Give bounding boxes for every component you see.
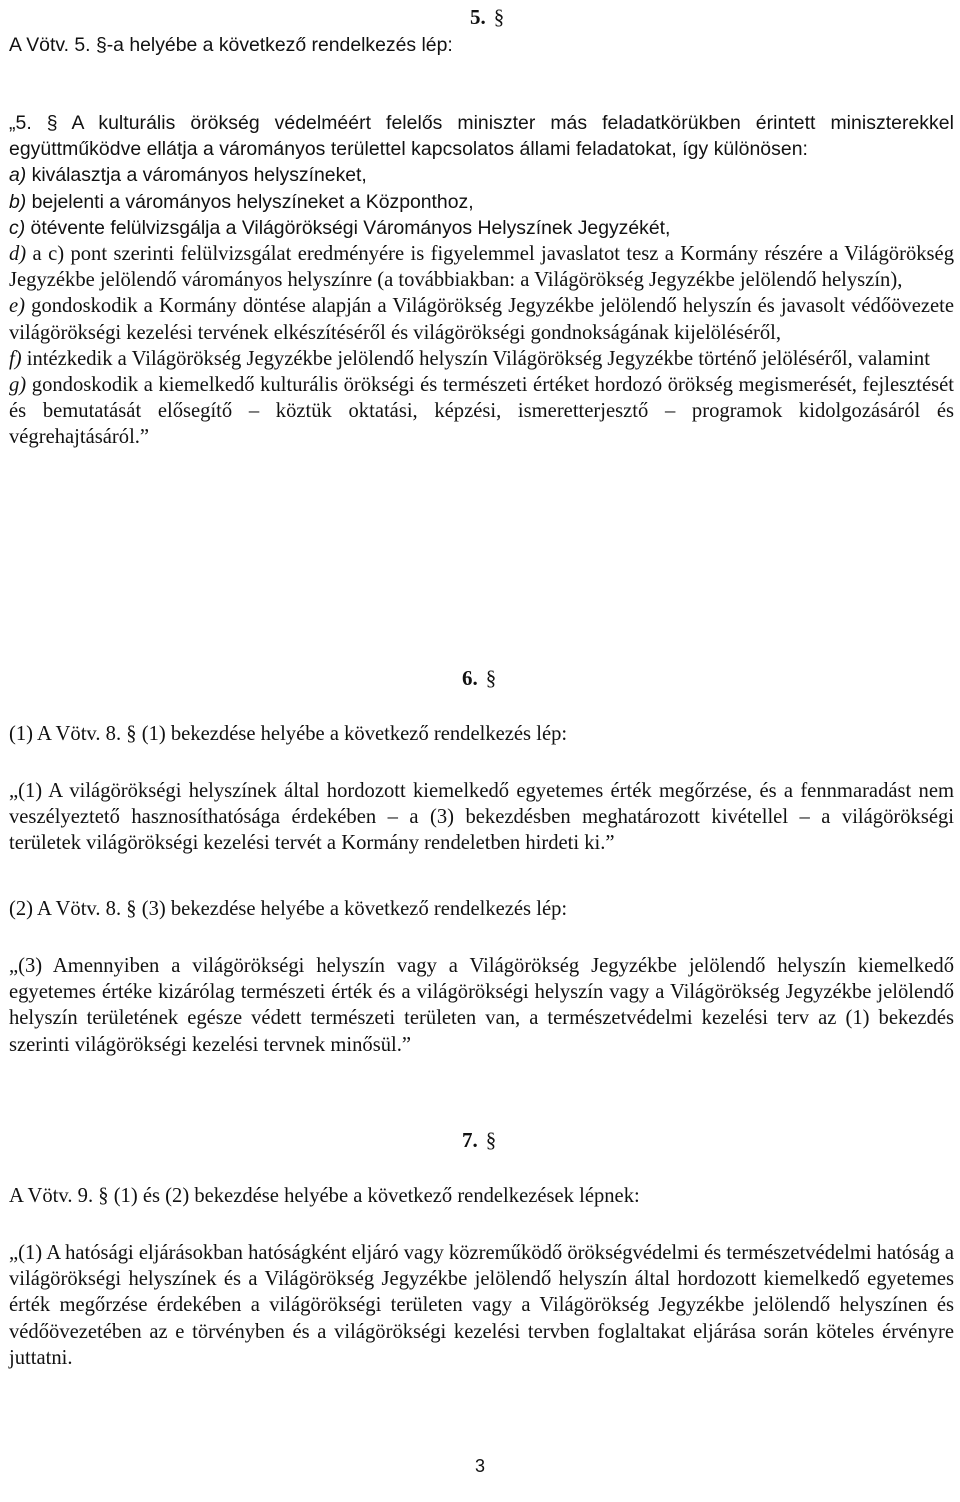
section-6-p2-quote: „(3) Amennyiben a világörökségi helyszín vagy a Világörökség Jegyzékbe jelölendő helyszín kiemelkedő egyetemes értéke kizárólag természeti érték és a világörökségi helyszín vagy a Világörökség Jegyzékbe jelölendő helyszín területének egésze védett természeti területen van, a természetvédelmi kezelési terv az (1) bekezdés szerinti világörökségi kezelési tervnek minősül.”	[9, 955, 954, 1056]
section-5-intro: A Vötv. 5. §-a helyébe a következő rendelkezés lép:	[9, 34, 453, 56]
list-item-c: c) ötévente felülvizsgálja a Világörökségi Várományos Helyszínek Jegyzékét,	[9, 216, 671, 239]
section-heading-5: 5. §	[470, 5, 505, 29]
list-item-a: a) kiválasztja a várományos helyszíneket,	[9, 164, 367, 187]
list-item-e: e) gondoskodik a Kormány döntése alapján a Világörökség Jegyzékbe jelölendő helyszín és javasolt védőövezete világörökségi kezelési tervének elkészítéséről és világörökségi gondnokságának kijelöléséről,	[9, 295, 954, 344]
page-number: 3	[474, 1456, 485, 1476]
section-6-p1-quote: „(1) A világörökségi helyszínek által hordozott kiemelkedő egyetemes érték megőrzése, és a fennmaradást nem veszélyeztető hasznosíthatósága érdekében – a (3) bekezdésben meghatározott kivétellel – a világörökségi területek világörökségi kezelési tervét a Kormány rendeletben hirdeti ki.”	[9, 780, 954, 855]
list-item-f: f) intézkedik a Világörökség Jegyzékbe jelölendő helyszín Világörökség Jegyzékbe történő jelöléséről, valamint	[9, 347, 930, 370]
list-item-b: b) bejelenti a várományos helyszíneket a Központhoz,	[9, 190, 474, 213]
section-7-quote: „(1) A hatósági eljárásokban hatóságként eljáró vagy közreműködő örökségvédelmi és természetvédelmi hatóság a világörökségi helyszínek és a Világörökség Jegyzékbe jelölendő helyszín által hordozott kiemelkedő egyetemes érték megőrzése érdekében a világörökségi területen vagy a Világörökség Jegyzékbe jelölendő helyszínen és védőövezetében az e törvényben és a világörökségi kezelési tervben foglaltakat eljárása során köteles érvényre juttatni.	[9, 1242, 954, 1369]
section-6-p2-intro: (2) A Vötv. 8. § (3) bekezdése helyébe a következő rendelkezés lép:	[9, 898, 568, 920]
section-6-p1-intro: (1) A Vötv. 8. § (1) bekezdése helyébe a következő rendelkezés lép:	[9, 723, 568, 745]
section-heading-6: 6. §	[462, 666, 497, 690]
list-item-d: d) a c) pont szerinti felülvizsgálat eredményére is figyelemmel javaslatot tesz a Kormány részére a Világörökség Jegyzékbe jelölendő várományos helyszínre (a továbbiakban: a Világörökség Jegyzékbe jelölendő helyszín),	[9, 243, 954, 292]
section-heading-7: 7. §	[462, 1128, 497, 1152]
section-7-intro: A Vötv. 9. § (1) és (2) bekezdése helyébe a következő rendelkezések lépnek:	[9, 1185, 640, 1207]
list-item-g: g) gondoskodik a kiemelkedő kulturális örökségi és természeti értéket hordozó örökség megismerését, fejlesztését és bemutatását elősegítő – köztük oktatási, képzési, ismeretterjesztő – programok kidolgozásáról és végrehajtásáról.”	[9, 374, 954, 449]
section-5-quote	[9, 110, 954, 451]
quote-lead-paragraph: „5. § A kulturális örökség védelméért felelős miniszter más feladatkörükben érintett miniszterekkel együttműködve ellátja a várományos területtel kapcsolatos állami feladatokat, így különösen:	[9, 112, 954, 161]
